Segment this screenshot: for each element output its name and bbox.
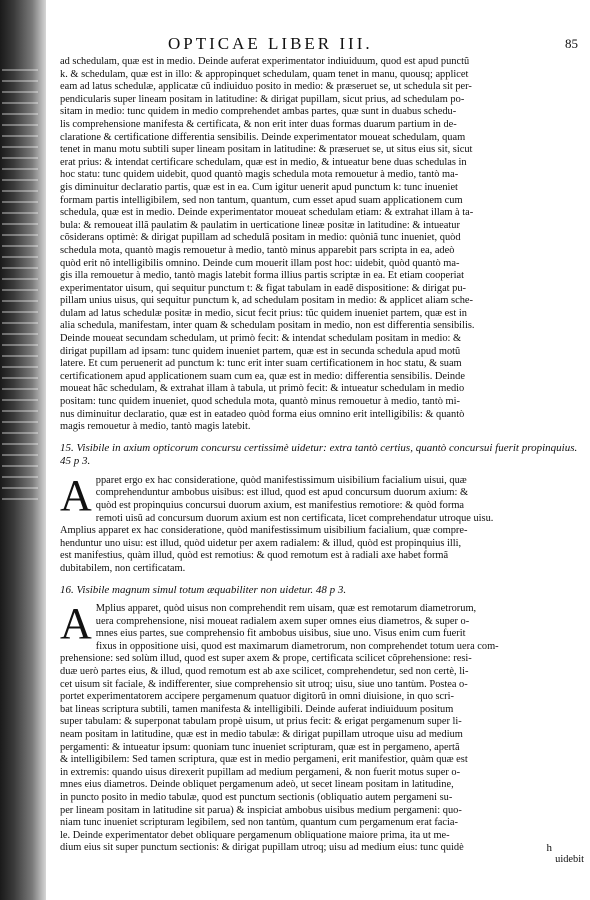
text-line: bula: & remoueat illã paulatim & paulatim in uerticatione lineæ positæ in latitudine: & intueatur	[60, 219, 460, 231]
text-line: super tabulam: & superponat tabulam propè uisum, ut prius fecit: & erigat pergamenum super li-	[60, 716, 462, 728]
catchword: uidebit	[555, 854, 584, 865]
text-line: gis diminuitur declaratio partis, quæ est in ea. Cum igitur uenerit apud punctum k: tunc inueniet	[60, 181, 458, 193]
text-line: dulam ad latus schedulæ positæ in medio, sicut fecit prius: tũc quidem inueniet partem, quæ est in	[60, 307, 467, 319]
text-line: neam positam in latitudine, quæ est in medio tabulæ: & dirigat pupillam utroque uisu ad medium	[60, 729, 463, 740]
page-number: 85	[565, 36, 578, 51]
text-line: cõsiderans optimè: & dirigat pupillam ad schedulã positam in medio: quòniã tunc inueniet, quòd	[60, 232, 461, 244]
proposition-15-heading: 15. Visibile in axium opticorum concursu certissimè uidetur: extra tantò certius, quantò concursui fuerit propinquius. 45 p 3.	[60, 441, 578, 468]
signature-mark: h	[546, 842, 552, 854]
text-line: Amplius apparet ex hac consideratione, quòd manifestissimum uisibilium facialium, quæ compre-	[60, 525, 468, 537]
text-line: dubitabilem, non certificatam.	[60, 562, 186, 574]
text-line: niam tunc inueniet scripturam legibilem, sed non tantùm, quantum cum pergamenum erat facia-	[60, 817, 458, 829]
text-line: ad schedulam, quæ est in medio. Deinde auferat experimentator indiuiduum, quod est apud punctũ	[60, 56, 470, 67]
text-line: k. & schedulam, quæ est in illo: & appropinquet schedulam, quam tenet in manu, quousq; applicet	[60, 68, 469, 80]
text-line: uera comprehensione, nisi moueat radialem axem super omnes eius diametros, & super o-	[95, 615, 470, 627]
text-line: tenet in manu motu subtili super lineam positam in latitudine: & præseruet se, ut situs eius sit, sicut	[60, 144, 473, 156]
text-line: nus diminuitur declaratio, quæ est in eatadeo quòd forma eius omnino erit intelligibilis: & quantò	[60, 408, 465, 420]
text-line: mnes eius partes, sue comprehensio fit ambobus uisibus, siue uno. Visus enim cum fuerit	[95, 628, 466, 640]
text-line: dirigat pupillam ad ipsam: tunc quidem inueniet partem, quæ est in secunda schedula apud motũ	[60, 345, 461, 357]
text-line: Deinde moueat secundam schedulam, ut primò fecit: & intendat schedulam positam in medio: &	[60, 333, 462, 345]
text-line: erat prius: & intendat certificare schedulam, quæ est in medio, & intueatur bene duas schedulas in	[60, 156, 467, 168]
proposition-16-heading: 16. Visibile magnum simul totum æquabiliter non uidetur. 48 p 3.	[60, 583, 347, 596]
text-line: mnes eius diametros. Deinde obliquet pergamenum adeò, ut secet lineam positam in latitudine,	[60, 779, 454, 791]
text-line: bat lineas scriptura subtili, tamen manifesta & intelligibili. Deinde auferat indiuiduum positum	[60, 703, 454, 715]
text-line: schedula mota, quantò magis remouetur à medio, tantò minus apparebit pars scripta in ea, adeò	[60, 244, 455, 256]
text-line: in extremis: quando uisus direxerit pupillam ad medium pergameni, & non fuerit motus super o-	[60, 766, 461, 778]
drop-cap-initial: A	[60, 599, 92, 649]
text-line: & intelligibilem: Sed tamen scriptura, quæ est in medio pergameni, erit manifestior, quàm quæ est	[60, 754, 468, 766]
text-line: experimentator uisum, qui sequitur punctum t: & figat tabulam in eadẽ dispositione: & dirigat pu-	[60, 282, 467, 294]
text-line: cet uisum sit faciale, & indifferenter, siue comprehensio sit utroq; uisu, siue uno tantùm. Postea o-	[60, 678, 468, 690]
paragraph-proposition-15	[60, 470, 580, 576]
text-line: sitam in medio: tunc quidem in medio comprehendet ambas partes, quæ sunt in duabus schedu-	[60, 106, 457, 118]
text-line: claratione & certificatione differentia sensibilis. Deinde experimentator moueat schedulam, quam	[60, 131, 466, 143]
text-line: gis illa remouetur à medio, tantò magis latebit forma illius partis scriptæ in ea. Et etiam cooperiat	[60, 270, 464, 282]
text-line: schedula, quæ est in medio. Deinde experimentator moueat schedulam etiam: & extrahat illam à ta-	[60, 207, 474, 219]
text-line: alia schedula, manifestam, inter quam & schedulam positam in medio, non est differentia sensibilis.	[60, 320, 475, 332]
text-line: fixus in oppositione uisi, quod est maximarum diametrorum, non comprehendet totum uera com-	[95, 640, 499, 652]
text-line: henduntur uno uisu: est illud, quòd uidetur per axem radialem: & illud, quòd est propinquius illi,	[60, 537, 462, 549]
text-line: quòd est propinquius concursui duorum axium, est manifestius remotiore: & quòd forma	[95, 500, 465, 511]
paragraph-proposition-15-text	[60, 470, 580, 576]
text-line: positam: tunc quidem inueniet, quod schedula mota, quantò minus remouetur à medio, tantò mi-	[60, 396, 460, 408]
text-line: est manifestius, quàm illud, quòd est remotius: & quod remotum est à radiali axe habet formã	[60, 550, 449, 562]
paragraph-experiment-schedulae	[60, 56, 580, 434]
text-line: hoc statu: tunc quidem uidebit, quod quantò magis schedula mota remouetur à medio, tantò ma-	[60, 169, 459, 181]
text-line: le. Deinde experimentator debet obliquare pergamenum obliquatione maiore prima, ita ut me-	[60, 829, 450, 841]
text-line: eam ad latus schedulæ, applicatæ cũ indiuiduo posito in medio: & præseruet se, ut schedula sit per-	[60, 81, 472, 93]
text-line: per lineam positam in latitudine sit parua) & inspiciat ambobus uisibus medium pergameni: quo-	[60, 804, 462, 816]
text-line: prehensione: sed solùm illud, quod est super axem & prope, certificata scilicet cõprehensione: resi-	[60, 653, 472, 665]
text-line: remoti uisũ ad concursum duorum axium est non certificata, licet comprehendatur utroque uisu.	[95, 512, 494, 524]
text-line: duæ uerò partes eius, & illud, quod remotum est ab axe scilicet, comprehendetur, sed non certè, li-	[60, 666, 469, 678]
drop-cap-initial: A	[60, 470, 92, 520]
running-title: OPTICAE LIBER III.	[168, 34, 373, 53]
paragraph-proposition-16-text	[60, 599, 580, 855]
text-line: magis remouetur à medio, tantò magis latebit.	[60, 421, 251, 433]
book-page	[60, 30, 580, 892]
text-line: pparet ergo ex hac consideratione, quòd manifestissimum uisibilium facialium uisui, quæ	[95, 474, 467, 486]
text-line: dium eius sit super punctum sectionis: & dirigat pupillam utroq; uisu ad medium eius: tunc quidè	[60, 842, 464, 854]
text-line: moueat hãc schedulam, & extrahat illam à tabula, ut primò fecit: & intueatur schedulam in medio	[60, 383, 465, 395]
previous-page-text-fragments	[2, 60, 38, 840]
text-line: pendicularis super lineam positam in latitudine: & dirigat pupillam, sicut prius, ad schedulam po-	[60, 93, 465, 105]
text-line: Mplius apparet, quòd uisus non comprehendit rem uisam, quæ est remotarum diametrorum,	[95, 603, 477, 615]
text-line: in puncto posito in medio tabulæ, quod est punctum sectionis (obliquatio autem pergameni su-	[60, 791, 453, 803]
text-line: latere. Et cum peruenerit ad punctum k: tunc erit inter suam certificationem in hoc statu, & suam	[60, 358, 462, 370]
text-line: certificationem apud applicationem suam cum ea, quæ est in medio: differentia sensibilis. Deinde	[60, 370, 465, 382]
text-line: portet experimentatorem accipere pergamenum quatuor digitorũ in omni diuisione, in quo scri-	[60, 691, 454, 703]
page-header	[60, 30, 580, 56]
text-line: quòd erit nõ intelligibilis omnino. Deinde cum mouerit illam post hoc: uidebit, quòd quantò ma-	[60, 257, 460, 269]
text-line: comprehenduntur ambobus uisibus: est illud, quod est apud concursum duorum axium: &	[95, 487, 469, 499]
previous-page-edge	[0, 0, 46, 900]
text-line: pergamenti: & intueatur ipsum: quoniam tunc inueniet scripturam, quæ est in pergameno, apertã	[60, 741, 460, 753]
text-line: pillam unius uisus, qui sequitur punctum k, ad schedulam positam in medio: & applicet aliam sche-	[60, 295, 473, 307]
paragraph-proposition-16	[60, 599, 580, 855]
text-line: lis comprehensione manifesta & certificata, & non erit inter duas formas duarum partium in de-	[60, 118, 457, 130]
text-line: formam partis intelligibilem, sed non tantum, quantum, cum esset apud suam applicationem cum	[60, 194, 463, 206]
